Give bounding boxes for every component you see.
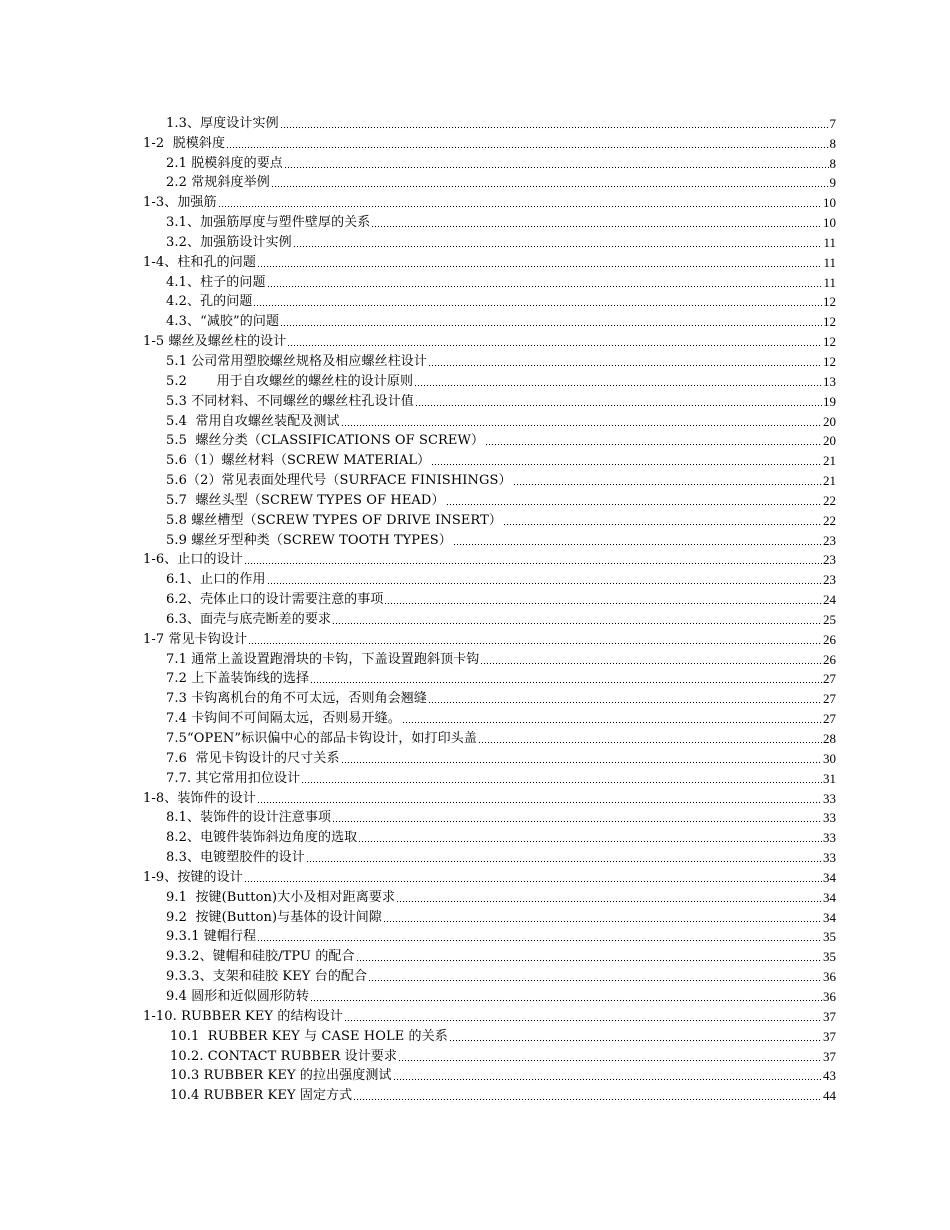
toc-dot-leader: [428, 701, 822, 704]
toc-entry-title: 1-2 脱模斜度: [143, 135, 226, 151]
toc-entry[interactable]: [143, 529, 836, 549]
toc-dot-leader: [244, 562, 822, 565]
toc-entry[interactable]: [143, 588, 836, 608]
toc-entry-title: 7.1 通常上盖设置跑滑块的卡钩，下盖设置跑斜顶卡钩: [166, 651, 480, 667]
toc-page-number: 26: [823, 651, 836, 667]
toc-page-number: 36: [823, 988, 836, 1004]
toc-dot-leader: [293, 245, 823, 248]
toc-entry[interactable]: [143, 231, 836, 251]
toc-entry-title: 3.1、加强筋厚度与塑件壁厚的关系: [166, 215, 371, 231]
toc-page-number: 9: [829, 175, 836, 191]
toc-dot-leader: [344, 1019, 822, 1022]
toc-page-number: 33: [823, 850, 836, 866]
toc-entry-title: 1-7 常见卡钩设计: [143, 631, 248, 647]
toc-dot-leader: [280, 126, 829, 129]
toc-page-number: 30: [823, 750, 836, 766]
toc-dot-leader: [384, 602, 822, 605]
toc-entry[interactable]: [143, 945, 836, 965]
toc-page-number: 34: [823, 869, 836, 885]
toc-entry-title: 10.1 RUBBER KEY 与 CASE HOLE 的关系: [170, 1028, 448, 1044]
toc-entry[interactable]: [143, 628, 836, 648]
toc-entry[interactable]: [143, 767, 836, 787]
toc-entry[interactable]: [143, 469, 836, 489]
toc-dot-leader: [257, 265, 823, 268]
toc-page-number: 33: [823, 790, 836, 806]
toc-dot-leader: [503, 523, 822, 526]
toc-entry[interactable]: [143, 449, 836, 469]
toc-page-number: 35: [823, 929, 836, 945]
toc-dot-leader: [368, 979, 822, 982]
toc-page-number: 34: [823, 909, 836, 925]
toc-entry-title: 4.3、“减胶”的问题: [166, 314, 280, 330]
toc-entry-title: 10.3 RUBBER KEY 的拉出强度测试: [170, 1068, 392, 1084]
toc-dot-leader: [513, 483, 822, 486]
toc-dot-leader: [398, 1059, 822, 1062]
toc-entry[interactable]: [143, 211, 836, 231]
toc-page-number: 22: [823, 492, 836, 508]
toc-entry[interactable]: [143, 1045, 836, 1065]
toc-entry[interactable]: [143, 687, 836, 707]
toc-entry[interactable]: [143, 866, 836, 886]
toc-entry-title: 9.3.1 键帽行程: [166, 929, 257, 945]
toc-entry-title: 5.6（2）常见表面处理代号（SURFACE FINISHINGS）: [166, 473, 512, 489]
toc-page-number: 11: [823, 254, 836, 270]
toc-entry[interactable]: [143, 1065, 836, 1085]
toc-entry-title: 7.5“OPEN”标识偏中心的部品卡钩设计，如打印头盖: [166, 731, 477, 746]
toc-page-number: 27: [823, 711, 836, 727]
toc-dot-leader: [226, 146, 828, 149]
toc-dot-leader: [267, 582, 822, 585]
toc-dot-leader: [248, 642, 822, 645]
toc-dot-leader: [480, 662, 822, 665]
toc-entry-title: 10.4 RUBBER KEY 固定方式: [170, 1088, 353, 1104]
toc-entry[interactable]: [143, 826, 836, 846]
toc-dot-leader: [353, 1098, 822, 1101]
toc-page-number: 23: [823, 552, 836, 568]
toc-dot-leader: [244, 880, 822, 883]
toc-entry[interactable]: [143, 1084, 836, 1104]
toc-dot-leader: [267, 285, 823, 288]
toc-dot-leader: [371, 225, 822, 228]
toc-page-number: 22: [823, 512, 836, 528]
toc-page-number: 8: [829, 135, 836, 151]
toc-entry[interactable]: [143, 112, 836, 132]
toc-entry-title: 1-4、柱和孔的问题: [143, 254, 256, 270]
toc-entry[interactable]: [143, 747, 836, 767]
toc-page-number: 33: [823, 830, 836, 846]
toc-page-number: 8: [829, 155, 836, 171]
toc-entry-title: 3.2、加强筋设计实例: [166, 234, 292, 250]
toc-entry-title: 5.4 常用自攻螺丝装配及测试: [166, 413, 340, 429]
toc-page-number: 13: [823, 373, 836, 389]
toc-page-number: 12: [823, 334, 836, 350]
toc-dot-leader: [301, 781, 822, 784]
toc-page-number: 11: [823, 234, 836, 250]
toc-entry[interactable]: [143, 410, 836, 430]
toc-dot-leader: [431, 463, 822, 466]
toc-entry[interactable]: [143, 727, 836, 747]
toc-entry[interactable]: [143, 846, 836, 866]
toc-entry[interactable]: [143, 807, 836, 827]
toc-dot-leader: [310, 681, 822, 684]
toc-page-number: 31: [823, 770, 836, 786]
toc-entry-title: 5.9 螺丝牙型种类（SCREW TOOTH TYPES）: [166, 532, 452, 548]
toc-entry-title: 5.1 公司常用塑胶螺丝规格及相应螺丝柱设计: [166, 353, 428, 369]
toc-dot-leader: [280, 324, 822, 327]
toc-page-number: 28: [823, 731, 836, 746]
toc-dot-leader: [306, 860, 822, 863]
toc-entry-title: 9.3.3、支架和硅胶 KEY 台的配合: [166, 969, 368, 985]
toc-dot-leader: [287, 344, 822, 347]
toc-page-number: 33: [823, 810, 836, 826]
toc-page-number: 12: [823, 294, 836, 310]
table-of-contents: [143, 112, 836, 1104]
toc-dot-leader: [453, 543, 822, 546]
toc-dot-leader: [428, 364, 822, 367]
toc-entry-title: 7.3 卡钩离机台的角不可太远，否则角会翘缝: [166, 691, 428, 707]
toc-entry[interactable]: [143, 1025, 836, 1045]
toc-dot-leader: [332, 622, 822, 625]
toc-entry[interactable]: [143, 489, 836, 509]
toc-entry-title: 7.7. 其它常用扣位设计: [166, 770, 301, 786]
toc-dot-leader: [257, 801, 822, 804]
toc-entry[interactable]: [143, 965, 836, 985]
toc-page-number: 21: [823, 473, 836, 489]
toc-entry-title: 4.2、孔的问题: [166, 294, 253, 310]
toc-dot-leader: [341, 424, 822, 427]
toc-dot-leader: [310, 999, 822, 1002]
toc-entry-title: 1.3、厚度设计实例: [166, 115, 279, 131]
toc-entry[interactable]: [143, 707, 836, 727]
toc-page-number: 12: [823, 353, 836, 369]
toc-entry-title: 7.2 上下盖装饰线的选择: [166, 671, 310, 687]
toc-entry[interactable]: [143, 152, 836, 172]
toc-page-number: 36: [823, 969, 836, 985]
toc-entry[interactable]: [143, 191, 836, 211]
toc-page-number: 37: [823, 1008, 836, 1024]
toc-entry-title: 9.3.2、键帽和硅胶/TPU 的配合: [166, 949, 355, 965]
toc-entry-title: 6.3、面壳与底壳断差的要求: [166, 611, 332, 627]
toc-page-number: 7: [829, 115, 836, 131]
toc-page-number: 25: [823, 611, 836, 627]
toc-dot-leader: [284, 166, 829, 169]
toc-entry-title: 2.1 脱模斜度的要点: [166, 155, 283, 171]
toc-entry-title: 5.8 螺丝槽型（SCREW TYPES OF DRIVE INSERT）: [166, 512, 502, 528]
toc-entry-title: 4.1、柱子的问题: [166, 274, 266, 290]
toc-dot-leader: [393, 1078, 822, 1081]
toc-page-number: 26: [823, 631, 836, 647]
toc-page-number: 34: [823, 889, 836, 905]
toc-dot-leader: [446, 503, 822, 506]
toc-entry-title: 2.2 常规斜度举例: [166, 175, 270, 191]
toc-entry[interactable]: [143, 906, 836, 926]
toc-dot-leader: [485, 443, 822, 446]
toc-entry-title: 5.2 用于自攻螺丝的螺丝柱的设计原则: [166, 373, 414, 389]
toc-dot-leader: [396, 900, 822, 903]
toc-entry[interactable]: [143, 291, 836, 311]
toc-entry-title: 10.2. CONTACT RUBBER 设计要求: [170, 1048, 398, 1064]
toc-entry[interactable]: [143, 608, 836, 628]
toc-entry[interactable]: [143, 330, 836, 350]
toc-dot-leader: [402, 721, 822, 724]
toc-entry-title: 8.3、电镀塑胶件的设计: [166, 850, 305, 866]
toc-entry[interactable]: [143, 1005, 836, 1025]
toc-dot-leader: [358, 840, 822, 843]
toc-entry[interactable]: [143, 668, 836, 688]
toc-entry[interactable]: [143, 370, 836, 390]
toc-entry[interactable]: [143, 509, 836, 529]
toc-entry[interactable]: [143, 926, 836, 946]
toc-page-number: 23: [823, 532, 836, 548]
toc-entry[interactable]: [143, 549, 836, 569]
toc-entry-title: 9.1 按键(Button)大小及相对距离要求: [166, 889, 396, 905]
toc-entry[interactable]: [143, 430, 836, 450]
toc-dot-leader: [332, 820, 822, 823]
toc-entry-title: 1-3、加强筋: [143, 195, 217, 211]
toc-entry-title: 1-6、止口的设计: [143, 552, 243, 568]
toc-entry[interactable]: [143, 568, 836, 588]
toc-entry[interactable]: [143, 886, 836, 906]
toc-entry[interactable]: [143, 390, 836, 410]
toc-entry-title: 1-8、装饰件的设计: [143, 790, 256, 806]
toc-page-number: 20: [823, 433, 836, 449]
toc-entry[interactable]: [143, 132, 836, 152]
toc-dot-leader: [218, 205, 822, 208]
toc-page-number: 10: [823, 195, 836, 211]
toc-entry[interactable]: [143, 985, 836, 1005]
toc-entry-title: 5.5 螺丝分类（CLASSIFICATIONS OF SCREW）: [166, 433, 485, 449]
toc-page-number: 23: [823, 572, 836, 588]
toc-entry-title: 5.6（1）螺丝材料（SCREW MATERIAL）: [166, 453, 431, 469]
toc-entry-title: 1-10. RUBBER KEY 的结构设计: [143, 1008, 343, 1024]
toc-entry-title: 1-5 螺丝及螺丝柱的设计: [143, 334, 287, 350]
toc-page-number: 37: [823, 1028, 836, 1044]
toc-entry-title: 7.4 卡钩间不可间隔太远，否则易开缝。: [166, 711, 401, 727]
toc-page-number: 20: [823, 413, 836, 429]
toc-page-number: 24: [823, 592, 836, 608]
toc-entry-title: 6.1、止口的作用: [166, 572, 266, 588]
toc-page-number: 11: [823, 274, 836, 290]
toc-page-number: 44: [823, 1088, 836, 1104]
toc-page-number: 27: [823, 691, 836, 707]
toc-dot-leader: [257, 939, 822, 942]
toc-entry[interactable]: [143, 787, 836, 807]
toc-page-number: 12: [823, 314, 836, 330]
toc-entry[interactable]: [143, 648, 836, 668]
toc-entry-title: 7.6 常见卡钩设计的尺寸关系: [166, 750, 340, 766]
toc-dot-leader: [356, 959, 822, 962]
toc-entry-title: 6.2、壳体止口的设计需要注意的事项: [166, 592, 384, 608]
toc-entry[interactable]: [143, 251, 836, 271]
toc-entry[interactable]: [143, 350, 836, 370]
toc-entry-title: 5.3 不同材料、不同螺丝的螺丝柱孔设计值: [166, 393, 414, 409]
toc-dot-leader: [414, 384, 822, 387]
toc-page-number: 10: [823, 215, 836, 231]
toc-page-number: 35: [823, 949, 836, 965]
toc-entry-title: 9.2 按键(Button)与基体的设计间隙: [166, 909, 382, 925]
toc-page-number: 43: [823, 1068, 836, 1084]
toc-entry[interactable]: [143, 271, 836, 291]
toc-entry-title: 8.2、电镀件装饰斜边角度的选取: [166, 830, 358, 846]
toc-dot-leader: [415, 404, 822, 407]
toc-page-number: 21: [823, 453, 836, 469]
toc-entry[interactable]: [143, 310, 836, 330]
toc-entry-title: 1-9、按键的设计: [143, 869, 243, 885]
toc-page-number: 37: [823, 1048, 836, 1064]
toc-entry-title: 8.1、装饰件的设计注意事项: [166, 810, 332, 826]
toc-dot-leader: [449, 1039, 822, 1042]
toc-dot-leader: [271, 185, 829, 188]
toc-page-number: 27: [823, 671, 836, 687]
toc-entry[interactable]: [143, 172, 836, 192]
toc-dot-leader: [383, 920, 822, 923]
toc-dot-leader: [341, 761, 822, 764]
toc-entry-title: 5.7 螺丝头型（SCREW TYPES OF HEAD）: [166, 492, 445, 508]
toc-dot-leader: [253, 304, 822, 307]
toc-dot-leader: [478, 741, 822, 744]
toc-page-number: 19: [823, 393, 836, 409]
toc-entry-title: 9.4 圆形和近似圆形防转: [166, 988, 310, 1004]
